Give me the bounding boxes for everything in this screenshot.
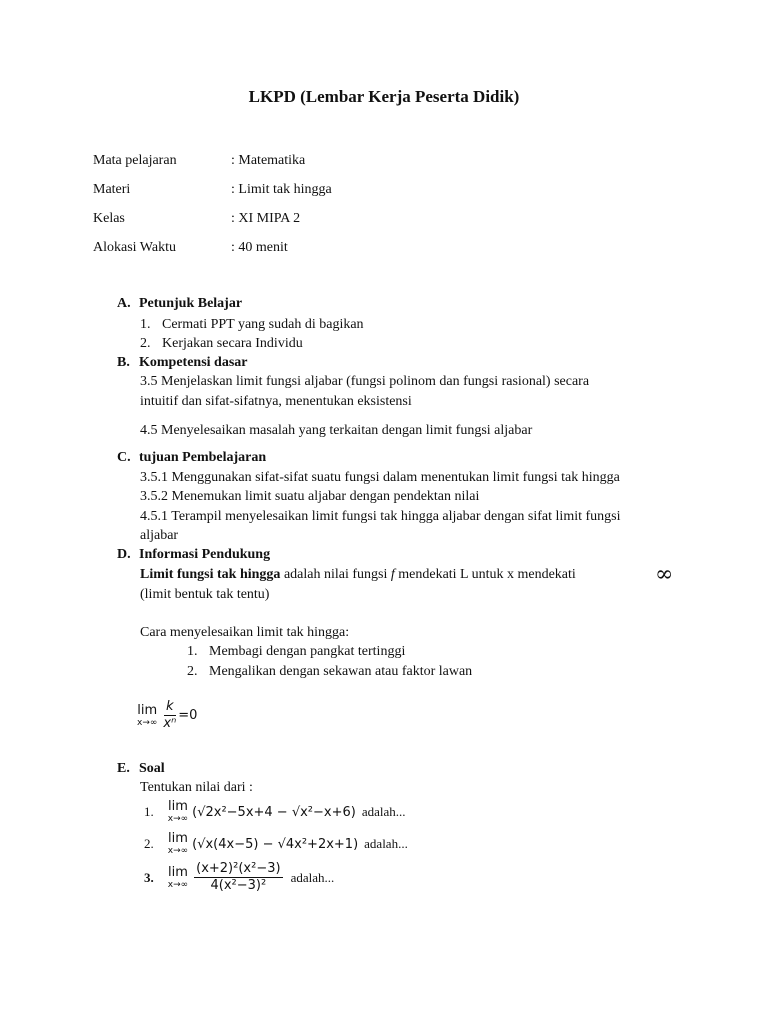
problem-suffix: adalah... (290, 869, 335, 885)
meta-row (93, 153, 305, 169)
lim-operator (137, 704, 157, 728)
method-intro: Cara menyelesaikan limit tak hingga: (140, 625, 350, 640)
list-text: Membagi dengan pangkat tertinggi (209, 644, 406, 659)
lim-text: lim (167, 831, 188, 846)
section-letter: B. (117, 355, 130, 370)
section-title: Petunjuk Belajar (139, 296, 243, 311)
list-item (140, 336, 303, 352)
lim-text: lim (167, 864, 188, 880)
meta-label: Mata pelajaran (93, 153, 177, 168)
fraction-denominator: xⁿ (163, 716, 177, 732)
lim-subscript: x→∞ (167, 879, 189, 890)
meta-label: Materi (93, 182, 131, 197)
lim-operator (168, 866, 188, 890)
page-title: LKPD (Lembar Kerja Peserta Didik) (248, 87, 520, 106)
problem-item (144, 800, 406, 824)
problem-intro: Tentukan nilai dari : (140, 780, 253, 795)
problem-expression: (√2x²−5x+4 − √x²−x+6) (192, 804, 356, 820)
definition-part: adalah nilai fungsi (280, 567, 391, 582)
list-number: 2. (187, 664, 198, 679)
lim-text: lim (167, 799, 188, 814)
fraction-denominator: 4(x²−3)² (210, 878, 267, 894)
lim-operator (168, 800, 188, 824)
section-b-heading (117, 355, 248, 371)
meta-label: Kelas (93, 211, 125, 226)
list-number: 2. (140, 336, 151, 351)
objective-text: 3.5.1 Menggunakan sifat-sifat suatu fungsi dalam menentukan limit fungsi tak hingga (140, 470, 620, 485)
formula-rhs: =0 (178, 708, 198, 724)
meta-value: : 40 menit (231, 240, 288, 255)
list-number: 1. (140, 317, 151, 332)
problem-suffix: adalah... (361, 804, 406, 819)
meta-row (93, 211, 300, 227)
section-title: Soal (139, 761, 165, 776)
meta-row (93, 182, 332, 198)
lim-subscript: x→∞ (167, 846, 189, 856)
lim-subscript: x→∞ (137, 717, 158, 728)
fraction (194, 862, 282, 894)
section-c-heading (117, 450, 266, 466)
section-letter: C. (117, 450, 131, 465)
list-text: Mengalikan dengan sekawan atau faktor lawan (209, 664, 473, 679)
definition-part: mendekati L untuk x mendekati (394, 567, 576, 582)
meta-value: : Matematika (231, 153, 306, 168)
objective-text: 4.5.1 Terampil menyelesaikan limit fungsi tak hingga aljabar dengan sifat limit fungsi (140, 509, 621, 524)
problem-number: 2. (144, 836, 154, 851)
meta-label: Alokasi Waktu (93, 240, 176, 255)
problem-number: 1. (144, 804, 154, 819)
meta-value: : Limit tak hingga (231, 182, 332, 197)
fraction (163, 700, 176, 732)
definition-f: f (390, 567, 395, 582)
definition-text: (limit bentuk tak tentu) (140, 587, 270, 602)
lim-operator (168, 832, 188, 856)
list-item (140, 317, 364, 333)
infinity-symbol: ∞ (655, 562, 674, 587)
lim-subscript: x→∞ (167, 814, 189, 824)
definition-term: Limit fungsi tak hingga (140, 567, 281, 582)
list-number: 1. (187, 644, 198, 659)
problem-number: 3. (144, 869, 154, 885)
section-title: tujuan Pembelajaran (139, 450, 267, 465)
section-letter: A. (117, 296, 131, 311)
fraction-numerator: k (164, 700, 176, 716)
problem-suffix: adalah... (364, 836, 408, 851)
section-title: Informasi Pendukung (139, 547, 271, 562)
section-letter: E. (117, 761, 130, 776)
list-item (187, 644, 405, 660)
list-text: Cermati PPT yang sudah di bagikan (162, 317, 364, 332)
meta-value: : XI MIPA 2 (231, 211, 301, 226)
meta-row (93, 240, 288, 256)
objective-text: aljabar (140, 528, 179, 543)
limit-formula (137, 700, 197, 732)
section-e-heading (117, 761, 165, 777)
fraction-numerator: (x+2)²(x²−3) (194, 862, 282, 878)
lim-text: lim (137, 702, 158, 718)
problem-expression: (√x(4x−5) − √4x²+2x+1) (192, 836, 359, 852)
section-d-heading (117, 547, 270, 563)
list-text: Kerjakan secara Individu (162, 336, 303, 351)
problem-item (144, 832, 408, 856)
definition-text (140, 567, 576, 583)
problem-item (144, 862, 334, 894)
kd-text: 3.5 Menjelaskan limit fungsi aljabar (fungsi polinom dan fungsi rasional) secara (140, 374, 590, 389)
section-a-heading (117, 296, 242, 312)
section-letter: D. (117, 547, 131, 562)
kd-text: intuitif dan sifat-sifatnya, menentukan eksistensi (140, 394, 412, 409)
kd-text: 4.5 Menyelesaikan masalah yang terkaitan dengan limit fungsi aljabar (140, 423, 533, 438)
list-item (187, 664, 472, 680)
objective-text: 3.5.2 Menemukan limit suatu aljabar dengan pendektan nilai (140, 489, 480, 504)
section-title: Kompetensi dasar (139, 355, 248, 370)
